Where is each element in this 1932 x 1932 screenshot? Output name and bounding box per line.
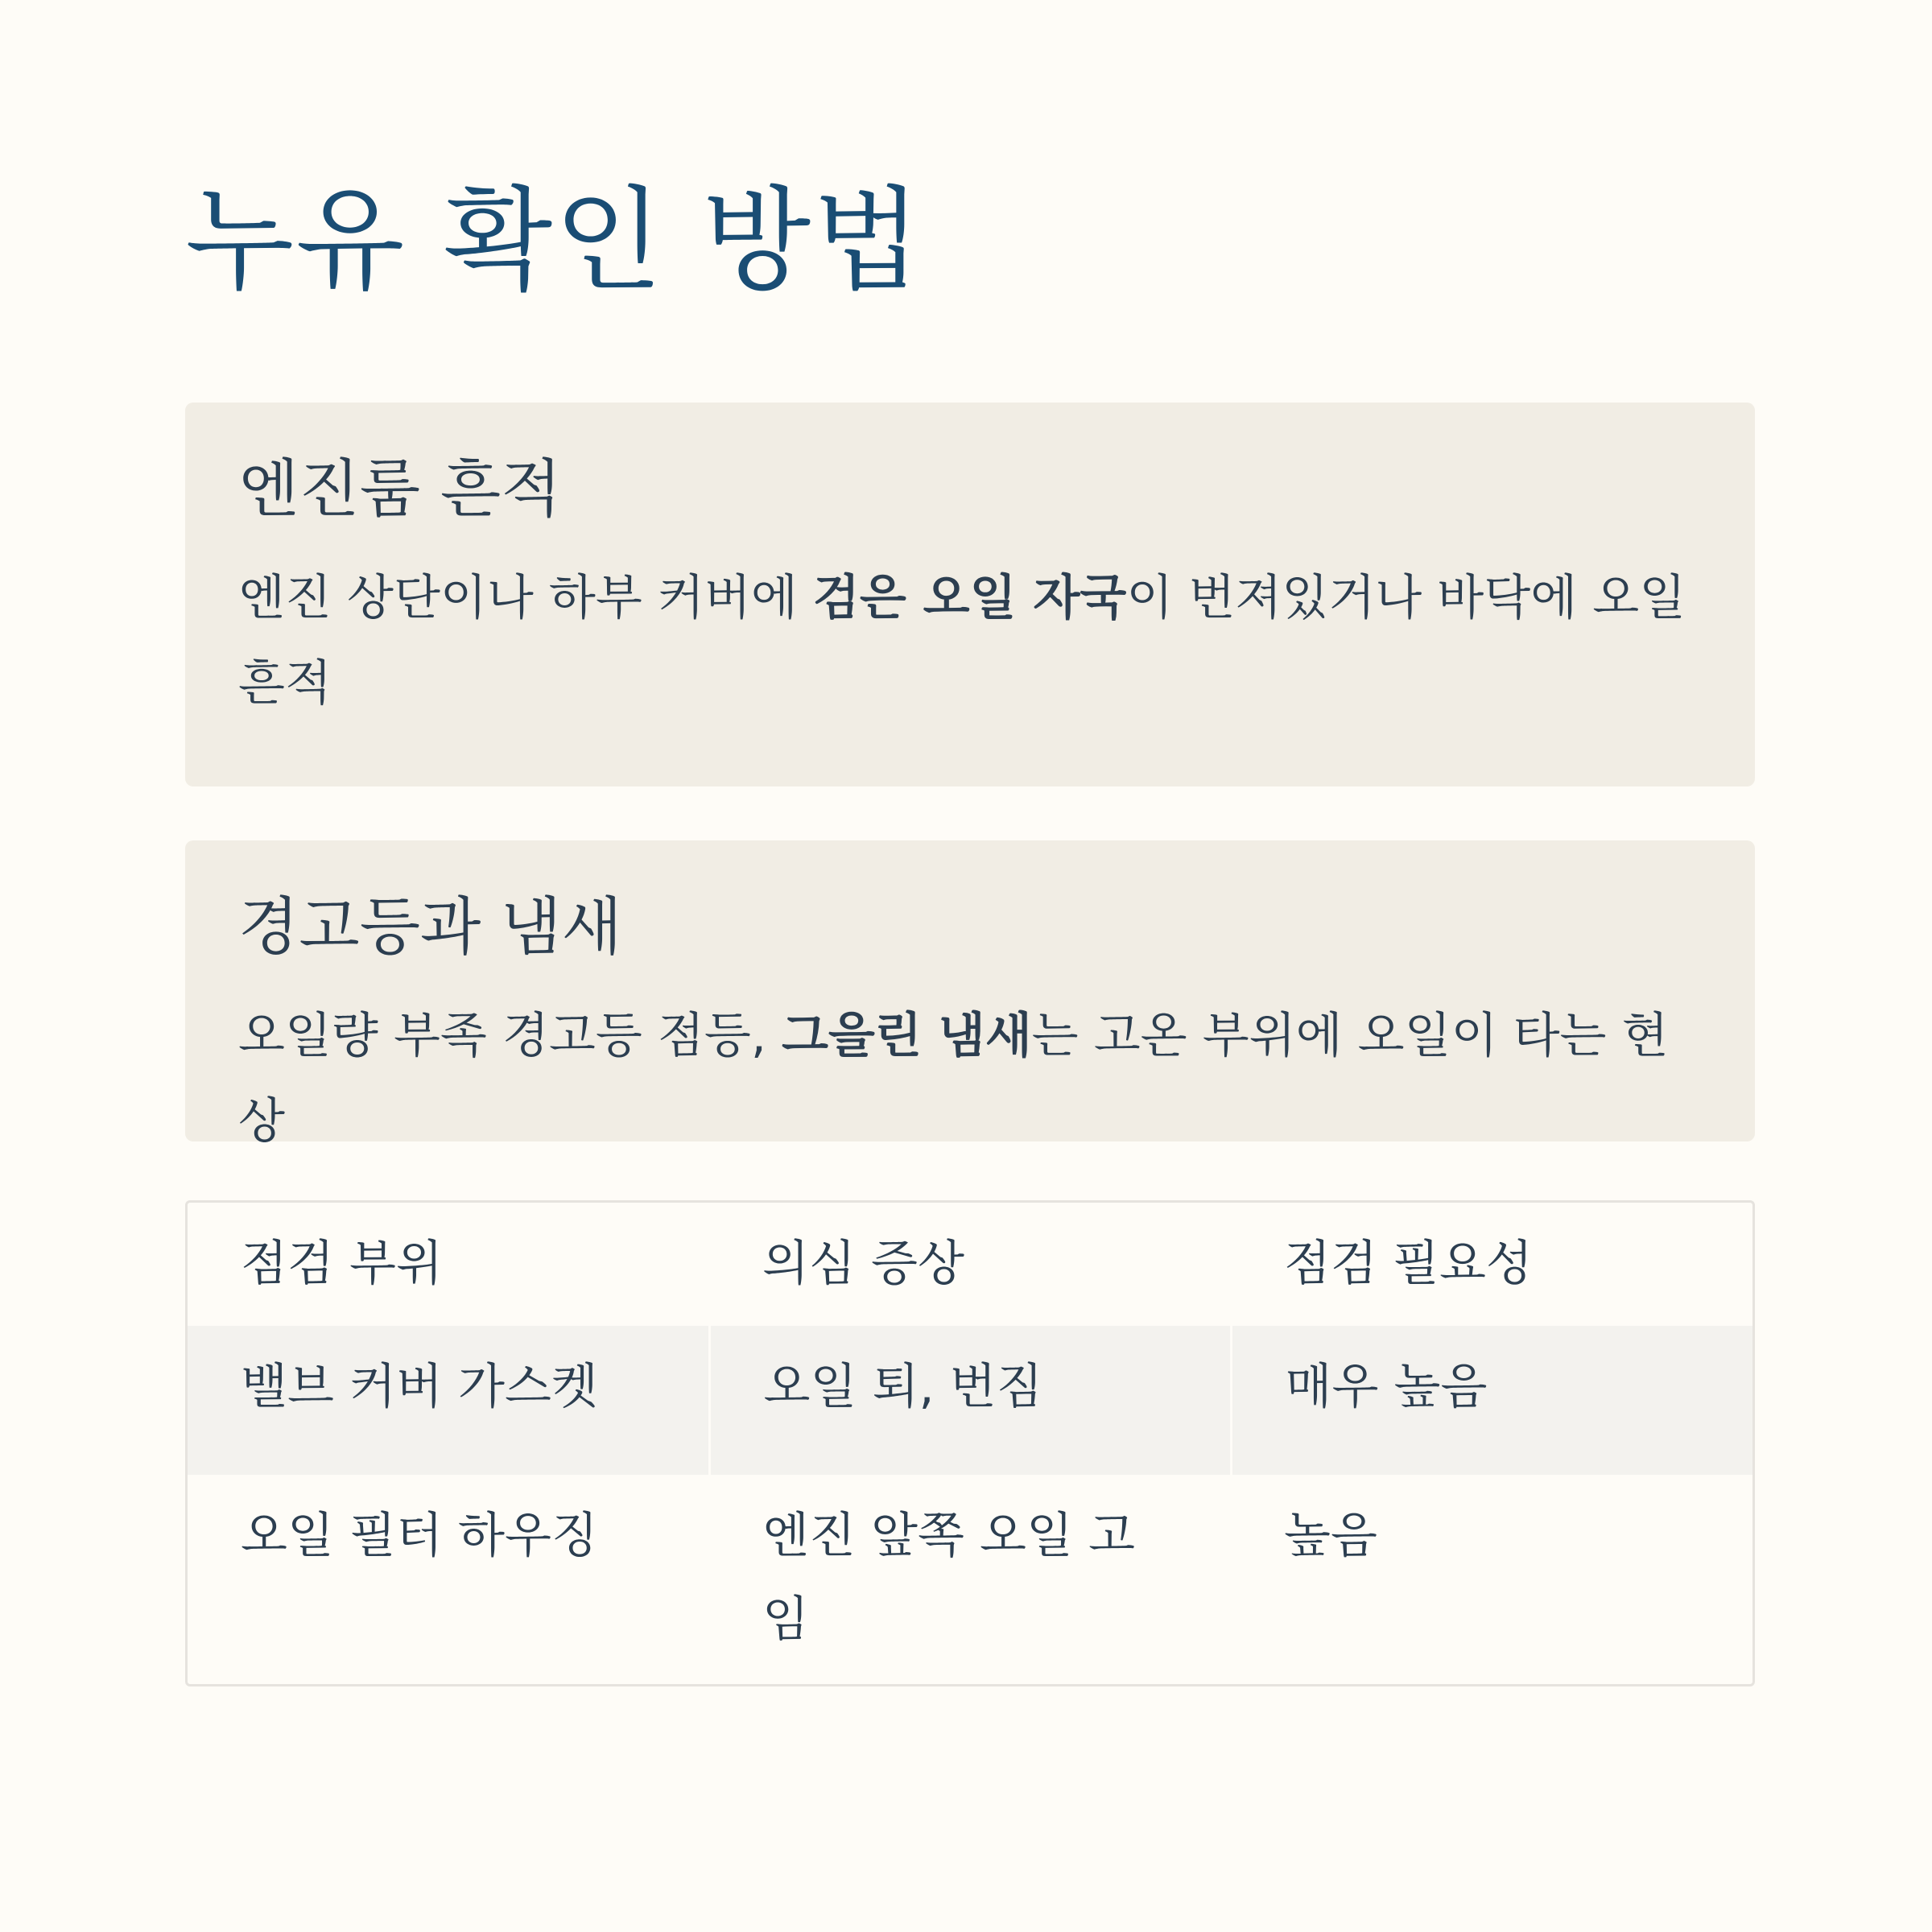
card-text-part: 엔진 상단이나 하부 커버에 [238,570,813,626]
table-header-cell: 점검 필요성 [1284,1236,1533,1292]
inspection-table [185,1200,1755,1686]
page-title: 누유 확인 방법 [185,175,923,307]
table-cell: 오일 퇴, 번짐 [709,1326,1231,1475]
table-header-cell: 점검 부위 [241,1236,443,1292]
card-text-highlight: 검은 오일 자국 [812,570,1127,626]
table-row [188,1475,1752,1684]
card-text-part: 이 번져있거나 바닥에 오일 흔적 [238,570,1686,712]
table-cell: 매우 높음 [1231,1326,1752,1475]
card-description [238,555,1702,726]
card-description [238,993,1702,1164]
card-text-part: 오일량 부족 경고등 점등, [238,1008,782,1064]
table-cell: 엔진 앞쪽 오일 고임 [762,1508,1135,1648]
card-title: 엔진룸 흔적 [238,453,562,526]
page-content [185,177,1755,1686]
inspection-table-grid [188,1203,1752,1684]
table-row [188,1326,1752,1475]
card-text-part: 는 고온 부위에 오일이 타는 현상 [238,1008,1669,1150]
card-title: 경고등과 냄새 [238,891,622,964]
table-header-row [188,1203,1752,1326]
card-text-highlight: 그을린 냄새 [781,1008,1032,1064]
warning-light-card [185,840,1755,1150]
table-cell: 오일 필터 하우징 [241,1508,598,1564]
table-cell: 높음 [1284,1508,1377,1564]
engine-room-card [185,402,1755,786]
table-header-cell: 의심 증상 [762,1236,964,1292]
table-cell: 밸브 커버 가스켓 [188,1326,709,1475]
